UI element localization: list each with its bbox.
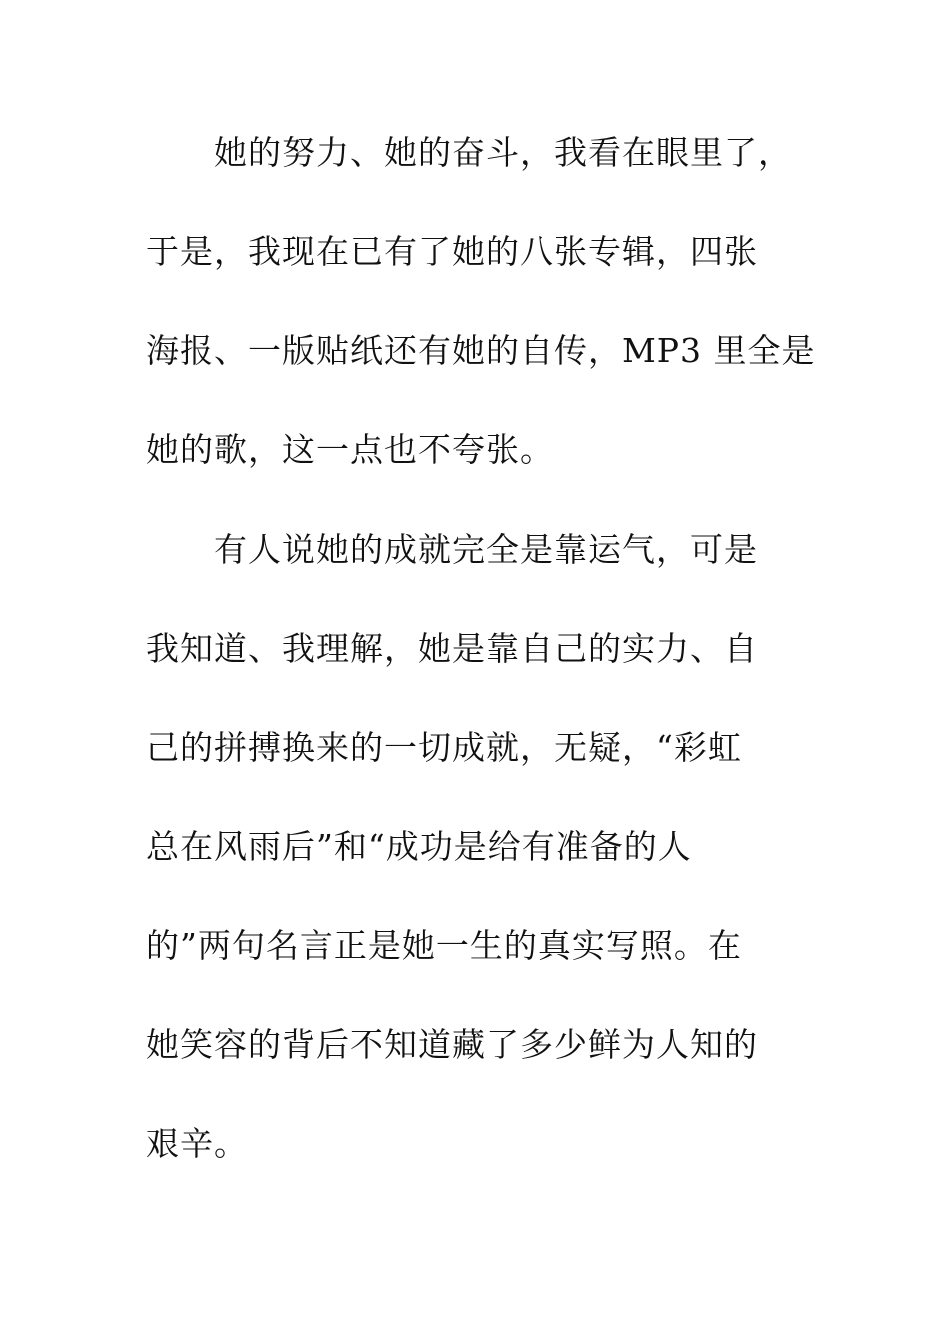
paragraph-2-line-7: 艰辛。 [146,1124,248,1163]
paragraph-1-line-1: 她的努力、她的奋斗，我看在眼里了， [214,133,792,172]
paragraph-2-line-1: 有人说她的成就完全是靠运气，可是 [214,530,758,569]
paragraph-1-line-3: 海报、一版贴纸还有她的自传，MP3 里全是 [146,331,816,370]
paragraph-2-line-3: 己的拼搏换来的一切成就，无疑，“彩虹 [146,728,742,767]
paragraph-2-line-5: 的”两句名言正是她一生的真实写照。在 [146,926,742,965]
paragraph-2-line-4: 总在风雨后”和“成功是给有准备的人 [146,827,692,866]
paragraph-1-line-4: 她的歌，这一点也不夸张。 [146,430,554,469]
paragraph-2-line-6: 她笑容的背后不知道藏了多少鲜为人知的 [146,1025,758,1064]
paragraph-2-line-2: 我知道、我理解，她是靠自己的实力、自 [146,629,758,668]
paragraph-1-line-2: 于是，我现在已有了她的八张专辑，四张 [146,232,758,271]
